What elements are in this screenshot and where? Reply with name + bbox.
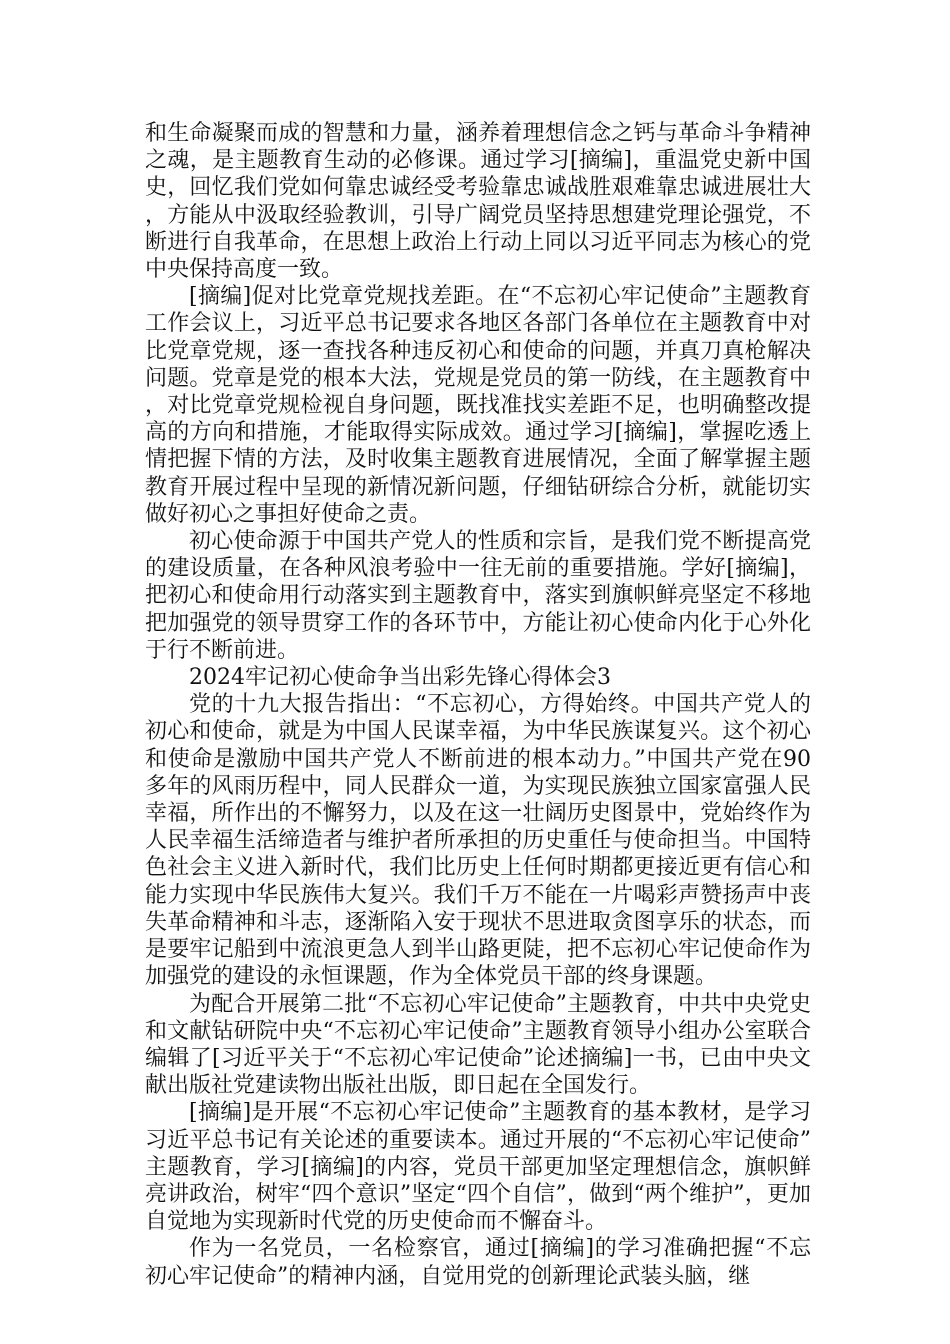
paragraph-nineteenth-congress: 党的十九大报告指出：“不忘初心，方得始终。中国共产党人的初心和使命，就是为中国人民谋幸福，为中华民族谋复兴。这个初心和使命是激励中国共产党人不断前进的根本动力。”中国共产党在90多年的风雨历程中，同人民群众一道，为实现民族独立国家富强人民幸福，所作出的不懈努力，以及在这一壮阔历史图景中，党始终作为人民幸福生活缔造者与维护者所承担的历史重任与使命担当。中国特色社会主义进入新时代，我们比历史上任何时期都更接近更有信心和能力实现中华民族伟大复兴。我们千万不能在一片喝彩声赞扬声中丧失革命精神和斗志，逐渐陷入安于现状不思进取贪图享乐的状态，而是要牢记船到中流浪更急人到半山路更陡，把不忘初心牢记使命作为加强党的建设的永恒课题，作为全体党员干部的终身课题。 — [145, 692, 811, 990]
paragraph-basic-textbook: [摘编]是开展“不忘初心牢记使命”主题教育的基本教材，是学习习近平总书记有关论述的重要读本。通过开展的“不忘初心牢记使命”主题教育，学习[摘编]的内容，党员干部更加坚定理想信念，旗帜鲜亮讲政治，树牢“四个意识”坚定“四个自信”，做到“两个维护”，更加自觉地为实现新时代党的历史使命而不懈奋斗。 — [145, 1100, 811, 1235]
paragraph-continuation: 和生命凝聚而成的智慧和力量，涵养着理想信念之钙与革命斗争精神之魂，是主题教育生动的必修课。通过学习[摘编]，重温党史新中国史，回忆我们党如何靠忠诚经受考验靠忠诚战胜艰难靠忠诚进展壮大，方能从中汲取经验教训，引导广阔党员坚持思想建党理论强党，不断进行自我革命，在思想上政治上行动上同以习近平同志为核心的党中央保持高度一致。 — [145, 121, 811, 283]
section-heading: 2024牢记初心使命争当出彩先锋心得体会3 — [189, 665, 611, 691]
paragraph-as-prosecutor: 作为一名党员，一名检察官，通过[摘编]的学习准确把握“不忘初心牢记使命”的精神内涵，自觉用党的创新理论武装头脑，继 — [145, 1236, 811, 1289]
paragraph-original-mission: 初心使命源于中国共产党人的性质和宗旨，是我们党不断提高党的建设质量，在各种风浪考验中一往无前的重要措施。学好[摘编]，把初心和使命用行动落实到主题教育中，落实到旗帜鲜亮坚定不移地把加强党的领导贯穿工作的各环节中，方能让初心使命内化于心外化于行不断前进。 — [145, 529, 811, 663]
document-body — [145, 120, 811, 1290]
paragraph-party-constitution: [摘编]促对比党章党规找差距。在“不忘初心牢记使命”主题教育工作会议上，习近平总书记要求各地区各部门各单位在主题教育中对比党章党规，逐一查找各种违反初心和使命的问题，并真刀真枪解决问题。党章是党的根本大法，党规是党员的第一防线，在主题教育中，对比党章党规检视自身问题，既找准找实差距不足，也明确整改提高的方向和措施，才能取得实际成效。通过学习[摘编]，掌握吃透上情把握下情的方法，及时收集主题教育进展情况，全面了解掌握主题教育开展过程中呈现的新情况新问题，仔细钻研综合分析，就能切实做好初心之事担好使命之责。 — [145, 284, 811, 527]
paragraph-second-batch: 为配合开展第二批“不忘初心牢记使命”主题教育，中共中央党史和文献钻研院中央“不忘初心牢记使命”主题教育领导小组办公室联合编辑了[习近平关于“不忘初心牢记使命”论述摘编]一书，已由中央文献出版社党建读物出版社出版，即日起在全国发行。 — [145, 991, 811, 1099]
